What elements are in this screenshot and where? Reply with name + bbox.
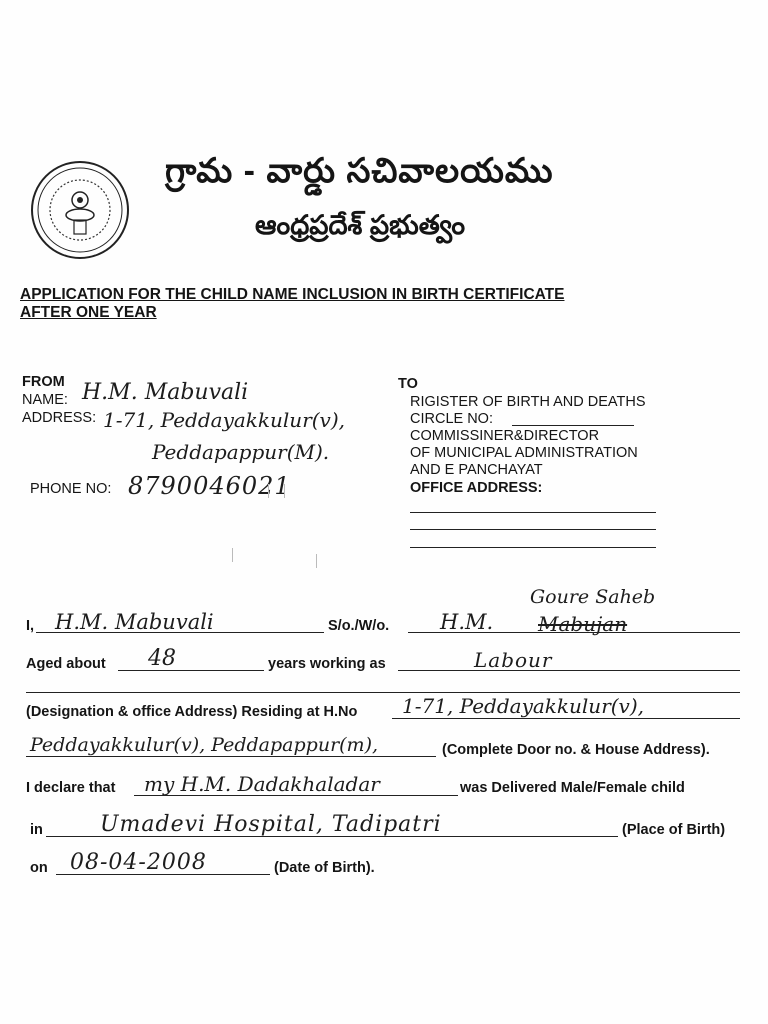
office-address-label: OFFICE ADDRESS: [410,480,543,496]
years-label: years working as [268,656,386,672]
applicant-name: H.M. Mabuvali [55,610,214,634]
telugu-header-line2: ఆంధ్రప్రదేశ్ ప్రభుత్వం [255,210,466,240]
date-line [56,874,270,875]
to-line5: AND E PANCHAYAT [410,462,543,478]
declare-label: I declare that [26,780,116,796]
from-heading: FROM [22,374,65,390]
house-no-line [392,718,740,719]
name-value: H.M. Mabuvali [82,380,249,405]
ghost-mark [268,484,269,498]
telugu-header-line1: గ్రామ - వార్డు సచివాలయము [165,152,554,190]
address-line2: Peddapappur(M). [152,440,330,464]
date-label: (Date of Birth). [274,860,375,876]
place-value: Umadevi Hospital, Tadipatri [100,812,442,837]
parent-prefix: H.M. [440,610,494,634]
so-label: S/o./W/o. [328,618,390,634]
parent-name-line [408,632,740,633]
i-label: I, [26,618,35,634]
circle-no-line [512,425,634,426]
government-seal-icon [30,160,130,260]
address-continuation-line [26,756,436,757]
ghost-mark [284,484,285,498]
ghost-mark [316,554,317,568]
place-line [46,836,618,837]
designation-blank-line [26,692,740,693]
ghost-mark [232,548,233,562]
form-title-line1: APPLICATION FOR THE CHILD NAME INCLUSION IN BIRTH CERTIFICATE [20,286,565,303]
form-title-line2: AFTER ONE YEAR [20,304,157,321]
delivered-label: was Delivered Male/Female child [460,780,685,796]
phone-value: 8790046021 [128,472,291,500]
address-line1: 1-71, Peddayakkulur(v), [103,408,346,432]
to-line2: CIRCLE NO: [410,411,493,427]
address-continuation: Peddayakkulur(v), Peddapappur(m), [30,734,379,756]
to-line4: OF MUNICIPAL ADMINISTRATION [410,445,638,461]
in-label: in [30,822,43,838]
address-label: ADDRESS: [22,410,97,426]
occupation-line [398,670,740,671]
child-line [134,795,458,796]
name-label: NAME: [22,392,68,408]
house-no-value: 1-71, Peddayakkulur(v), [402,694,645,718]
parent-struck: Mabujan [538,612,628,636]
to-heading: TO [398,376,418,392]
to-line3: COMMISSINER&DIRECTOR [410,428,600,444]
applicant-name-line [36,632,324,633]
aged-label: Aged about [26,656,106,672]
complete-address-label: (Complete Door no. & House Address). [442,742,710,758]
age-value: 48 [148,646,176,671]
parent-correction: Goure Saheb [530,586,656,608]
date-value: 08-04-2008 [70,850,207,875]
office-line-3 [410,547,656,548]
on-label: on [30,860,48,876]
office-line-1 [410,512,656,513]
designation-label: (Designation & office Address) Residing at H.No [26,704,358,720]
to-line1: RIGISTER OF BIRTH AND DEATHS [410,394,646,410]
age-line [118,670,264,671]
child-value: my H.M. Dadakhaladar [144,772,380,796]
occupation-value: Labour [474,648,553,672]
place-label: (Place of Birth) [622,822,726,838]
office-line-2 [410,529,656,530]
phone-label: PHONE NO: [30,481,112,497]
